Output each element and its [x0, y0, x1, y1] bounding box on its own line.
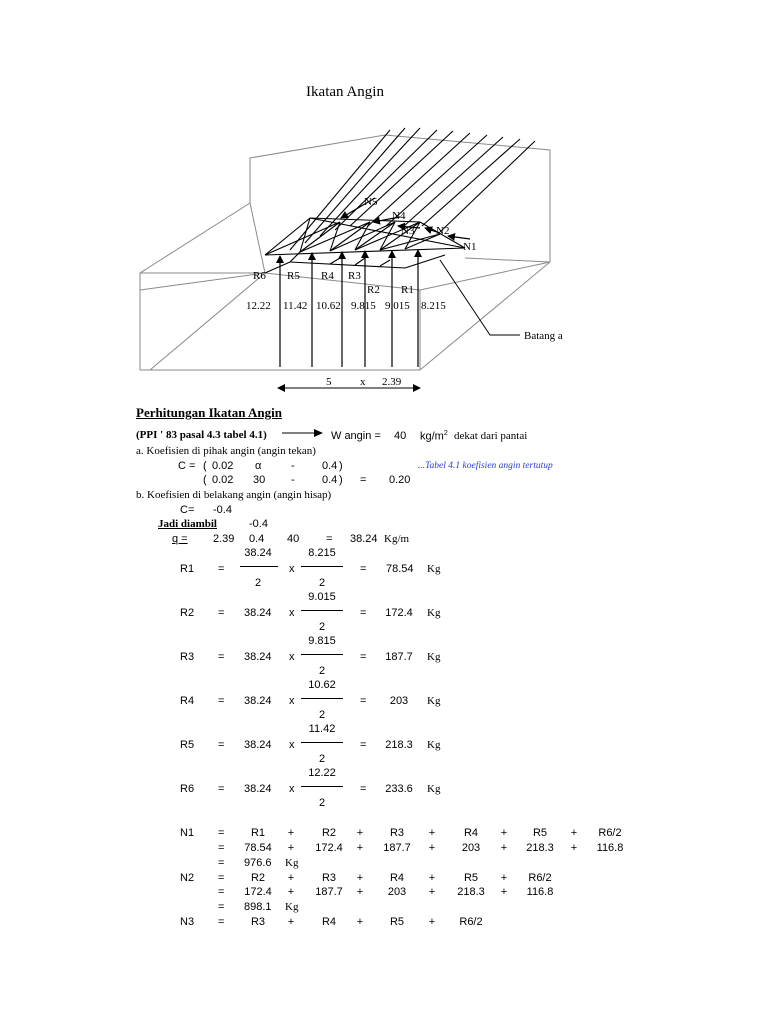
r5-unit: Kg	[427, 739, 441, 751]
n2-row2-0: =	[218, 886, 225, 898]
chosen-value: -0.4	[249, 518, 268, 530]
coef-b-label: b. Koefisien di belakang angin (angin hisap)	[136, 489, 332, 501]
n1-row2-3: 172.4	[315, 842, 343, 854]
w-angin-value: 40	[394, 430, 407, 442]
n3-row1-3: R4	[321, 916, 337, 928]
n3-row1-1: R3	[250, 916, 266, 928]
r6-times: x	[289, 783, 295, 795]
r2-b-numerator: 9.015	[308, 591, 336, 603]
r4-name: R4	[180, 695, 195, 707]
c2-label: C=	[180, 504, 195, 516]
c-row2-equals: =	[360, 474, 367, 486]
r4-times: x	[289, 695, 295, 707]
r6-equals: =	[218, 783, 225, 795]
r1-result: 78.54	[386, 563, 414, 575]
r3-times: x	[289, 651, 295, 663]
n2-row1-6: +	[428, 872, 436, 884]
length-r3: 9.815	[351, 300, 376, 312]
r2-equals: =	[218, 607, 225, 619]
r4-equals: =	[218, 695, 225, 707]
n2-row2-4: +	[356, 886, 364, 898]
n1-row2-6: +	[428, 842, 436, 854]
label-r4: R4	[321, 270, 334, 282]
c-row1-const: 0.4	[322, 460, 338, 472]
r3-b-numerator: 9.815	[308, 635, 336, 647]
wind-bracing-diagram	[0, 0, 768, 400]
n1-row1-5: R3	[389, 827, 405, 839]
length-r2: 9.015	[385, 300, 410, 312]
n1-row2-9: 218.3	[526, 842, 554, 854]
r6-b-fraction-bar	[301, 786, 343, 787]
n2-name: N2	[180, 872, 195, 884]
r3-result: 187.7	[385, 651, 413, 663]
page-title: Ikatan Angin	[306, 84, 384, 100]
length-r5: 11.42	[283, 300, 308, 312]
r3-factor: 38.24	[244, 651, 272, 663]
coef-a-label: a. Koefisien di pihak angin (angin tekan)	[136, 445, 316, 457]
c-row2-result: 0.20	[389, 474, 411, 486]
dimension-times: x	[360, 376, 366, 388]
n2-row1-3: R3	[321, 872, 337, 884]
length-r4: 10.62	[316, 300, 341, 312]
q-wind: 40	[287, 533, 300, 545]
dimension-count: 5	[326, 376, 332, 388]
r3-unit: Kg	[427, 651, 441, 663]
w-angin-label: W angin =	[331, 430, 381, 442]
n1-row2-10: +	[570, 842, 578, 854]
r3-b-denominator: 2	[318, 665, 326, 677]
r2-times: x	[289, 607, 295, 619]
r6-unit: Kg	[427, 783, 441, 795]
r2-b-denominator: 2	[318, 621, 326, 633]
c-row2-minus: -	[291, 474, 295, 486]
dimension-spacing: 2.39	[382, 376, 402, 388]
c-row1-alpha: α	[255, 460, 262, 472]
r6-factor: 38.24	[244, 783, 272, 795]
c-row2-coef: 0.02	[212, 474, 234, 486]
r1-a-numerator: 38.24	[244, 547, 272, 559]
n1-row1-7: R4	[463, 827, 479, 839]
r5-b-numerator: 11.42	[308, 723, 336, 735]
c-row2-open: (	[203, 474, 207, 486]
c-row2-close: )	[339, 474, 343, 486]
label-n5: N5	[364, 196, 378, 208]
n3-row1-0: =	[218, 916, 225, 928]
c-row2-angle: 30	[253, 474, 266, 486]
n2-row2-8: +	[500, 886, 508, 898]
n1-row3-equals: =	[218, 857, 225, 869]
r2-b-fraction-bar	[301, 610, 343, 611]
n2-row2-9: 116.8	[526, 886, 554, 898]
label-n4: N4	[392, 210, 406, 222]
n1-row2-4: +	[356, 842, 364, 854]
r4-unit: Kg	[427, 695, 441, 707]
q-unit: Kg/m	[384, 533, 410, 545]
r1-b-numerator: 8.215	[308, 547, 336, 559]
r4-b-numerator: 10.62	[308, 679, 336, 691]
c-row1-open: (	[203, 460, 207, 472]
r1-equals: =	[218, 563, 225, 575]
n1-row2-8: +	[500, 842, 508, 854]
r1-times: x	[289, 563, 295, 575]
c-row1-close: )	[339, 460, 343, 472]
r2-unit: Kg	[427, 607, 441, 619]
r2-name: R2	[180, 607, 195, 619]
w-angin-note: dekat dari pantai	[454, 430, 528, 442]
q-equals: =	[326, 533, 333, 545]
n2-row2-2: +	[287, 886, 295, 898]
r6-equals2: =	[360, 783, 367, 795]
r1-unit: Kg	[427, 563, 441, 575]
r1-b-denominator: 2	[318, 577, 326, 589]
n2-row2-6: +	[428, 886, 436, 898]
n3-row1-2: +	[287, 916, 295, 928]
n2-row1-9: R6/2	[528, 872, 552, 884]
label-r5: R5	[287, 270, 300, 282]
n1-row1-0: =	[218, 827, 225, 839]
r4-b-denominator: 2	[318, 709, 326, 721]
r5-b-fraction-bar	[301, 742, 343, 743]
n1-row1-3: R2	[321, 827, 337, 839]
r4-result: 203	[389, 695, 409, 707]
r3-equals: =	[218, 651, 225, 663]
n2-row1-7: R5	[463, 872, 479, 884]
label-r3: R3	[348, 270, 361, 282]
n1-row1-9: R5	[532, 827, 548, 839]
n1-row2-5: 187.7	[383, 842, 411, 854]
label-r1: R1	[401, 284, 414, 296]
r2-result: 172.4	[385, 607, 413, 619]
n2-row3-equals: =	[218, 901, 225, 913]
r3-equals2: =	[360, 651, 367, 663]
n1-unit: Kg	[285, 857, 299, 869]
c-row1-coef: 0.02	[212, 460, 234, 472]
batang-label: Batang a	[524, 330, 563, 342]
section-heading: Perhitungan Ikatan Angin	[136, 405, 282, 420]
n1-row2-1: 78.54	[244, 842, 272, 854]
n2-row1-8: +	[500, 872, 508, 884]
w-angin-unit: $kg/m^2$	[420, 430, 448, 443]
n1-row2-0: =	[218, 842, 225, 854]
r5-b-denominator: 2	[318, 753, 326, 765]
r1-a-fraction-bar	[240, 566, 278, 567]
r1-b-fraction-bar	[301, 566, 343, 567]
r6-name: R6	[180, 783, 195, 795]
n1-row1-4: +	[356, 827, 364, 839]
r2-equals2: =	[360, 607, 367, 619]
label-r2: R2	[367, 284, 380, 296]
q-result: 38.24	[350, 533, 378, 545]
n2-row2-5: 203	[387, 886, 407, 898]
n2-row1-0: =	[218, 872, 225, 884]
length-r1: 8.215	[421, 300, 446, 312]
n1-row2-2: +	[287, 842, 295, 854]
n1-row2-7: 203	[461, 842, 481, 854]
c2-value: -0.4	[213, 504, 232, 516]
n1-total: 976.6	[244, 857, 272, 869]
n1-name: N1	[180, 827, 195, 839]
length-r6: 12.22	[246, 300, 271, 312]
label-r6: R6	[253, 270, 266, 282]
n3-row1-7: R6/2	[459, 916, 483, 928]
label-n1: N1	[463, 241, 477, 253]
r1-a-denominator: 2	[254, 577, 262, 589]
n1-row1-8: +	[500, 827, 508, 839]
r1-name: R1	[180, 563, 195, 575]
r5-name: R5	[180, 739, 195, 751]
n2-unit: Kg	[285, 901, 299, 913]
r6-result: 233.6	[385, 783, 413, 795]
n2-row1-5: R4	[389, 872, 405, 884]
chosen-label: Jadi diambil	[158, 518, 217, 530]
r6-b-denominator: 2	[318, 797, 326, 809]
n3-name: N3	[180, 916, 195, 928]
n1-row1-11: R6/2	[598, 827, 622, 839]
q-coef: 0.4	[249, 533, 265, 545]
table-note: ...Tabel 4.1 koefisien angin tertutup	[418, 461, 553, 471]
r5-result: 218.3	[385, 739, 413, 751]
r4-equals2: =	[360, 695, 367, 707]
label-n3: N3	[401, 225, 415, 237]
r4-factor: 38.24	[244, 695, 272, 707]
c-row2-const: 0.4	[322, 474, 338, 486]
n1-row1-6: +	[428, 827, 436, 839]
r1-equals2: =	[360, 563, 367, 575]
r5-factor: 38.24	[244, 739, 272, 751]
n2-row2-1: 172.4	[244, 886, 272, 898]
c-label: C =	[178, 460, 196, 472]
r3-b-fraction-bar	[301, 654, 343, 655]
n3-row1-4: +	[356, 916, 364, 928]
n1-row1-10: +	[570, 827, 578, 839]
n2-row1-2: +	[287, 872, 295, 884]
n1-row1-1: R1	[250, 827, 266, 839]
r2-factor: 38.24	[244, 607, 272, 619]
label-n2: N2	[436, 225, 450, 237]
n2-row1-1: R2	[250, 872, 266, 884]
r6-b-numerator: 12.22	[308, 767, 336, 779]
n2-row2-7: 218.3	[457, 886, 485, 898]
n1-row2-11: 116.8	[596, 842, 624, 854]
q-spacing: 2.39	[213, 533, 235, 545]
r5-equals2: =	[360, 739, 367, 751]
n1-row1-2: +	[287, 827, 295, 839]
n2-row2-3: 187.7	[315, 886, 343, 898]
arrow-icon	[282, 428, 324, 438]
n2-row1-4: +	[356, 872, 364, 884]
c-row1-minus: -	[291, 460, 295, 472]
r4-b-fraction-bar	[301, 698, 343, 699]
r5-equals: =	[218, 739, 225, 751]
q-label: q =	[172, 533, 188, 545]
n3-row1-6: +	[428, 916, 436, 928]
ppi-reference: (PPI ' 83 pasal 4.3 tabel 4.1)	[136, 429, 267, 441]
n2-total: 898.1	[244, 901, 272, 913]
r5-times: x	[289, 739, 295, 751]
r3-name: R3	[180, 651, 195, 663]
n3-row1-5: R5	[389, 916, 405, 928]
